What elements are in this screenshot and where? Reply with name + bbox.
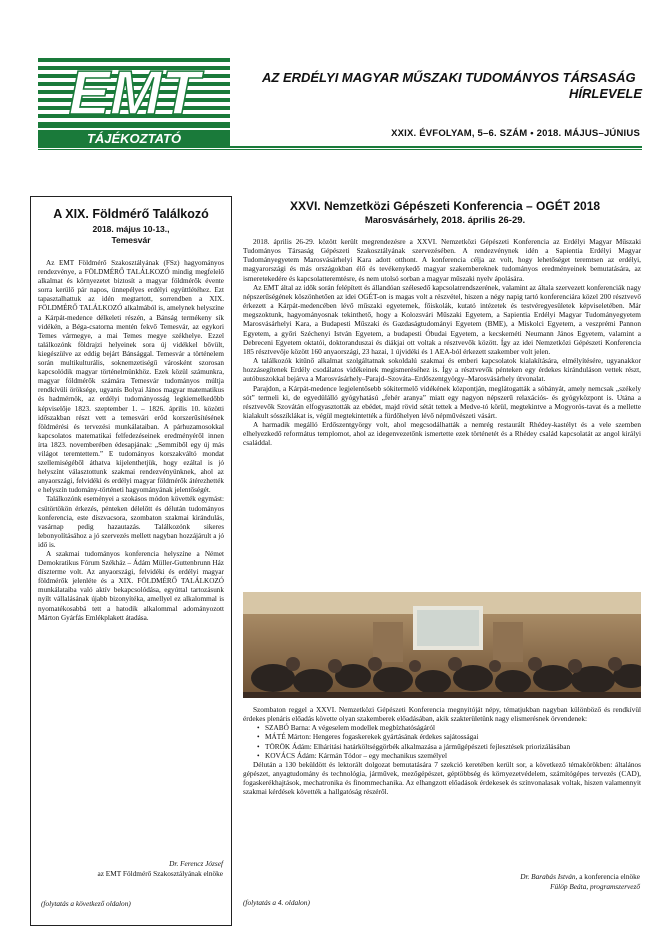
main-title: XXVI. Nemzetközi Gépészeti Konferencia – OGÉT 2018 [289, 199, 601, 213]
main-paragraph: 2018. április 26-29. között került megrendezésre a XXVI. Nemzetközi Gépészeti Konferencia az Erdélyi Magyar Műszaki Tudományos Társaság Gépészeti Szakosztályának szervezésében. A rendezvénynek idén a Sapientia Erdélyi Magyar Tudományegyetem Marosvásárhelyi Kara adott otthont. A konferencia célja az volt, hogy lehetőséget teremtsen az erdélyi, magyarországi és más országokban élő és tevékenykedő magyar szakembereknek tudományos eredményeinek bemutatására, az ismeretekedére és kapcsolatteremtésre, és nem utolsó sorban a magyar műszaki nyelv ápolására. [243, 237, 641, 283]
sidebar-paragraph: Az EMT Földmérő Szakosztályának (FSz) hagyományos rendezvénye, a FÖLDMÉRŐ TALÁLKOZÓ mindig megfelelő alkalmat és környezetet biztosít a magyar földmérők évente sorra kerülő pár napos, ünnepélyes erdélyi együttlétéhez. Ezt tapasztalhattuk az idén megtartott, sorrendben a XIX. FÖLDMÉRŐ TALÁLKOZÓ alkalmából is, amelynek helyszíne a Kárpát-medence délkeleti részén, a Bánság termékeny sík vidékén, a Béga-csatorna mentén fekvő Temesvár, az egykori Temes vármegye, a mai Temes megye székhelye. Ezzel találkozónk földrajzi helyeinek sora új vidékkel bővült, kiegészülve az eddig bejárt Bánsággal. Temesvár a történelem során multikulturális, soknemzetiségű városként szorosan kapcsolódik magyar történelmünkhöz. Ezek közül számunkra, magyar földmérők számára Temesvár tudományos múltja rendkívüli öröksége, ugyanis Bolyai János magyar matematikus és hadmérnök, az erdélyi tudományosság legkiemelkedőbb képviselője 1823. szeptember 1. – 1826. április 10. közötti időszakban részt vett a temesvári erőd korszerűsítésének földmérési és tervezési munkálataiban. A párhuzamosokkal kapcsolatos matematikai felfedezéseinek eredményéről innen írta 1823. novemberében édesapjának: „Semmiből egy új más világot teremtettem.” E tudományos korszakváltó mondat szellemiségéből áthatva kijelenthetjük, hogy ezáltal is jó helyszínt választottunk szakmai rendezvényünknek, ahol az anyaországi, felvidéki és erdélyi magyar földmérők átérezhették e helyszín tudomány-történeti hagyományának jelentőségét. [38, 259, 224, 495]
bullet-icon: • [257, 723, 260, 733]
main-signature-name: Dr. Barabás István [520, 872, 576, 881]
main-paragraph: Az EMT által az idők során felépített és állandóan szélesedő kapcsolatrendszerének, valamint az általa szervezett konferenciák nagy népszerűségének köszönhetően az idei OGÉT-on is magas volt a részvétel, hiszen a négy napig tartó konferenciára közel 200 résztvevő érkezett a Kárpát-medencében lévő műszaki egyetemek, főiskolák, kutató intézetek és testvéregyesületek képviseletében. Már megszoktunk, hagyományosnak tekinthető, hogy a Kolozsvári Műszaki Egyetem, a Sapientia Erdélyi Magyar Tudományegyetem Marosvásárhelyi Kara, a Budapesti Műszaki és Gazdaságtudományi Egyetem (BME), a Miskolci Egyetem, a veszprémi Pannon Egyetem, a győri Széchenyi István Egyetem, a budapesti Óbudai Egyetem, a kecskeméti Neumann János Egyetem, valamint a Debreceni Egyetem oktatói, doktoranduszai és diákjai ott voltak a résztvevők között. Így az idei Nemzetközi Gépészeti Konferencia 185 résztvevője között 160 anyaországi, 23 hazai, 1 újvidéki és 1 AEA-ból érkezett szakember volt jelen. [243, 282, 641, 356]
svg-text:TÁJÉKOZTATÓ: TÁJÉKOZTATÓ [86, 131, 182, 146]
svg-text:EMT: EMT [68, 59, 200, 128]
sidebar-continued: (folytatás a következő oldalon) [41, 899, 131, 908]
sidebar-signature-role: az EMT Földmérő Szakosztályának elnöke [97, 869, 223, 878]
header-rule-thin [38, 149, 642, 150]
list-item: • MÁTÉ Márton: Hengeres fogaskerekek gyártásának érdekes sajátosságai [257, 732, 479, 742]
sidebar-signature-name: Dr. Ferencz József [169, 859, 223, 868]
main-continued: (folytatás a 4. oldalon) [243, 898, 310, 907]
org-line-2: HÍRLEVELE [569, 86, 642, 101]
main-paragraph: Délután a 130 beküldött és lektorált dolgozat bemutatására 7 szekció keretében került sor, a következő témakörökben: általános gépészet, anyagtudomány és technológia, járművek, mezőgépészet, géptöbbség és környezetvédelem, számítógépes tervezés (CAD), fogaskerékhajtások, mechatronika és finommechanika. Az elhangzott előadások érdekesek és színvonalasak voltak, hiszen valamennyit szakmai kérdések követték a hallgatóság részéről. [243, 759, 641, 797]
header-rule [38, 146, 642, 148]
emt-logo [38, 56, 230, 146]
issue-line: XXIX. ÉVFOLYAM, 5–6. SZÁM • 2018. MÁJUS–JÚNIUS [391, 128, 640, 139]
sidebar-dateline [31, 224, 231, 246]
main-body [243, 237, 641, 582]
main-paragraph: Szombaton reggel a XXVI. Nemzetközi Gépészeti Konferencia megnyitóját népy, tématjukban nagyban különböző és rendkívül érdekes plenáris előadás követte olyan szakemberek előadásában, akik szakterületünk nagy elismerésnek örvendenek: [243, 705, 641, 724]
sidebar-article [30, 196, 232, 926]
speaker-list [243, 723, 641, 760]
org-line-1: AZ ERDÉLYI MAGYAR MŰSZAKI TUDOMÁNYOS TÁRSASÁG [262, 70, 636, 85]
main-signature-role: , a konferencia elnöke [575, 872, 640, 881]
main-signature-2: Fülöp Beáta, programszervező [550, 882, 640, 891]
sidebar-title: A XIX. Földmérő Találkozó [53, 207, 209, 221]
sidebar-date: 2018. május 10-13., [92, 224, 170, 234]
sidebar-paragraph: A szakmai tudományos konferencia helyszíne a Német Demokratikus Fórum Székház – Ádám Müller-Guttenbrunn Ház díszterme volt. Az anyaországi, felvidéki és erdélyi magyar földmérők jelenléte és a XIX. FÖLDMÉRŐ TALÁLKOZÓ munkálataiba való aktív bekapcsolódása, egyúttal tartozásunk nyílt vállalásának újabb bizonyítéka, amellyel ez alkalommal is nyomatékosabbá tett a hatodik alkalommal adományozott Márton Gyárfás Emlékplakett átadása. [38, 550, 224, 622]
sidebar-paragraph: Találkozónk eseményei a szokásos módon követték egymást: csütörtökön érkezés, pénteken délelőtt és délután tudományos konferencia, este díszvacsora, szombaton szakmai kirándulás, vasárnap pedig hazautazás. Találkozónk sikeres lebonyolításához a jó szervezés mellett nagyban hozzájárult a jó idő is. [38, 495, 224, 549]
list-item: • SZABÓ Barna: A végeselem modellek megbízhatóságáról [257, 723, 436, 733]
sidebar-signature [41, 859, 223, 879]
bullet-icon: • [257, 750, 260, 760]
main-signature [400, 872, 640, 892]
main-body-lower [243, 705, 641, 865]
conference-photo [243, 592, 641, 698]
main-paragraph: Parajdon, a Kárpát-medence legjelentősebb sókitermelő vidékének központján, meglátogatták a sóbányát, amely nemcsak „székely sót” termeli ki, de egyedülálló gyógyhatású „fehér aranya” miatt egy nagyon népszerű relaxációs- és gyógyközpont is. Utána a résztvevők Szovátán elfogyasztották az ebédet, majd rövid sétát tettek a Medve-tó körül, megtekintve a Mogyorós-tavat és a mellette kialakult sósszíklákat is, végül megtekintették a fürdőhelyen lévő népművészeti vásárt. [243, 383, 641, 420]
org-title [262, 70, 642, 102]
sidebar-body [38, 259, 224, 815]
bullet-icon: • [257, 741, 260, 751]
main-subtitle: Marosvásárhely, 2018. április 26-29. [364, 215, 526, 226]
list-item: • TÖRÖK Ádám: Elháritási határköltséggörbék alkalmazása a járműgépészeti fejlesztések priorizálásában [257, 741, 571, 751]
main-paragraph: A találkozók kitűnő alkalmat szolgáltatnak sokoldalú szakmai és emberi kapcsolatok kialakítására, elmélyítésére, ugyanakkor hozzásegítenek Erdély csodálatos vidékeinek megismeréséhez is. Így a résztvevők pénteken egy érdekes kiránduláson vettek részt, autóbuszokkal bejárva a Marosvásárhely–Parajd–Szováta–Erdőszentgyörgy–Marosvásárhely útvonalat. [243, 356, 641, 384]
list-item: • KOVÁCS Ádám: Kármán Tódor – egy mechanikus személyel [257, 750, 448, 760]
main-paragraph: A harmadik megálló Erdőszentgyörgy volt, ahol megcsodálhatták a nemrég restaurált Rhédey-kastélyt és a vele szemben elhelyezkedő református templomot, ahol az idegenvezetőnk ismertette ezek történetét és a Rhédey család kapcsolatát az angol királyi családdal. [243, 420, 641, 448]
sidebar-place: Temesvár [111, 235, 151, 245]
bullet-icon: • [257, 732, 260, 742]
